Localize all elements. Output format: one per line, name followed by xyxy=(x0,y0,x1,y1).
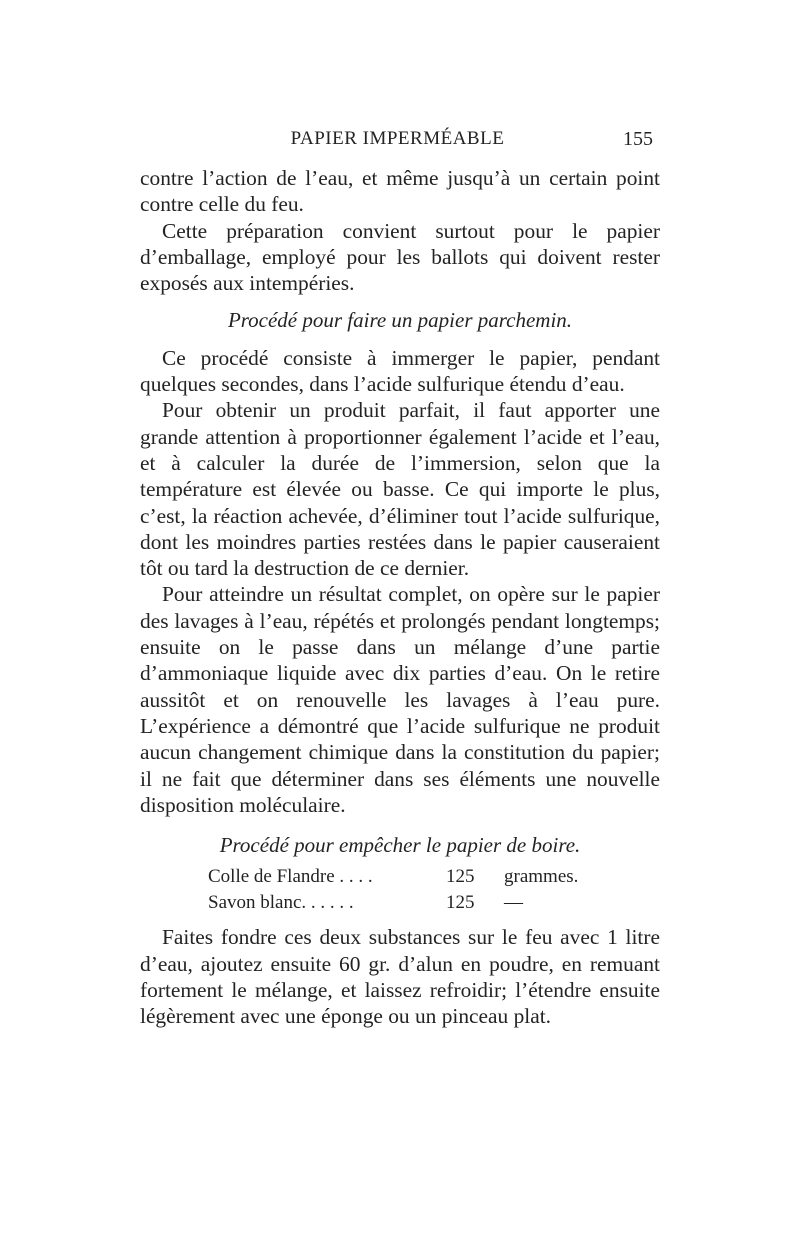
paragraph-washing: Pour atteindre un résultat complet, on opère sur le papier des lavages à l’eau, répétés et prolongés pendant longtemps; ensuite on le passe dans un mélange d’une partie d’ammoniaque liquide avec dix parties d’eau. On le retire aussitôt et on renouvelle les lavages à l’eau pure. L’expérience a démontré que l’acide sulfurique ne produit aucun changement chimique dans la constitution du papier; il ne fait que déterminer dans ses éléments une nouvelle disposition moléculaire. xyxy=(140,582,660,817)
page-number: 155 xyxy=(623,128,653,150)
running-head xyxy=(140,128,655,158)
recipe-unit: — xyxy=(504,892,523,914)
recipe-quantity: 125 xyxy=(446,866,475,888)
body-text xyxy=(140,165,660,1030)
paragraph-instructions: Faites fondre ces deux substances sur le feu avec 1 litre d’eau, ajoutez ensuite 60 gr. d’alun en poudre, en remuant fortement le mélange, et laissez refroidir; l’étendre ensuite légèrement avec une éponge ou un pinceau plat. xyxy=(140,925,660,1029)
recipe-row xyxy=(208,890,660,916)
paragraph-continuation: contre l’action de l’eau, et même jusqu’à un certain point contre celle du feu. xyxy=(140,166,660,217)
paragraph-preparation: Cette préparation convient surtout pour le papier d’emballage, employé pour les ballots qui doivent rester exposés aux intempéries. xyxy=(140,218,660,296)
recipe-list xyxy=(140,864,660,916)
recipe-ingredient: Colle de Flandre . . . . xyxy=(208,866,373,888)
paragraph-immersion: Ce procédé consiste à immerger le papier, pendant quelques secondes, dans l’acide sulfurique étendu d’eau. xyxy=(140,345,660,397)
recipe-quantity: 125 xyxy=(446,892,475,914)
paragraph-perfect-product: Pour obtenir un produit parfait, il faut apporter une grande attention à proportionner également l’acide et l’eau, et à calculer la durée de l’immersion, selon que la température est élevée ou basse. Ce qui importe le plus, c’est, la réaction achevée, d’éliminer tout l’acide sulfurique, dont les moindres parties restées dans le papier causeraient tôt ou tard la destruction de ce dernier. xyxy=(140,398,660,581)
recipe-row xyxy=(208,864,660,890)
recipe-ingredient: Savon blanc. . . . . . xyxy=(208,892,354,914)
section-heading-parchment: Procédé pour faire un papier parchemin. xyxy=(227,308,573,333)
recipe-unit: grammes. xyxy=(504,866,579,888)
running-title: PAPIER IMPERMÉABLE xyxy=(290,128,505,149)
section-heading-blotting: Procédé pour empêcher le papier de boire. xyxy=(219,833,581,858)
